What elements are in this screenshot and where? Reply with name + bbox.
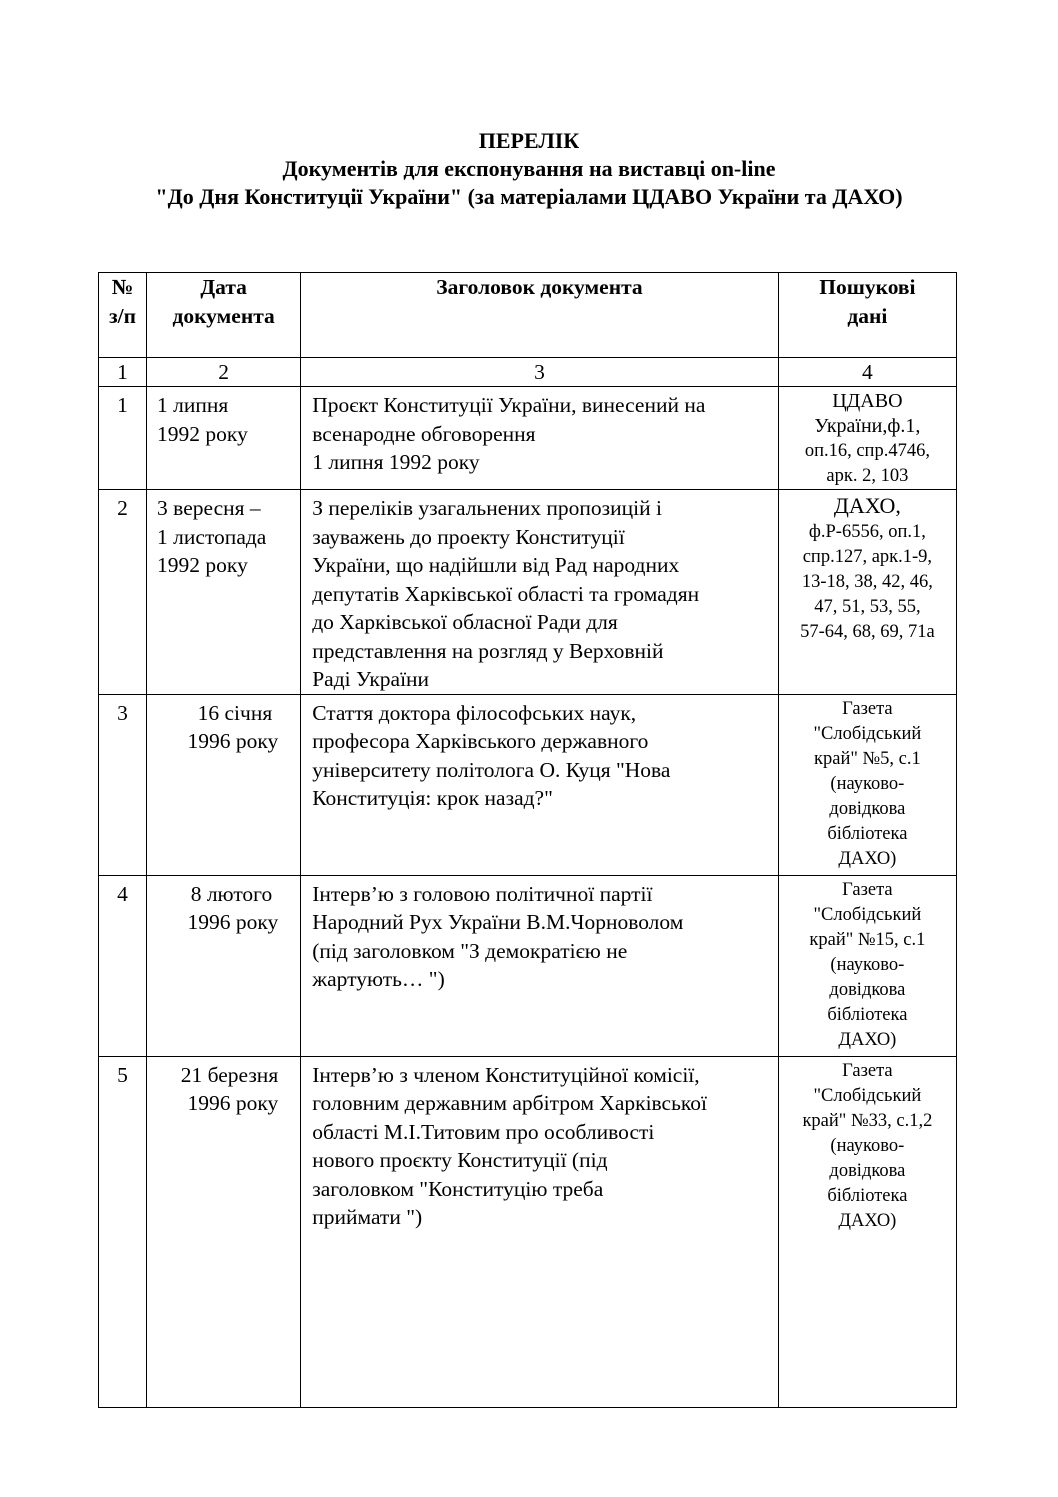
row-num: 1	[99, 387, 147, 490]
column-number-row	[99, 358, 957, 387]
header-num: № з/п	[99, 273, 147, 358]
row-num: 2	[99, 490, 147, 695]
header-title: Заголовок документа	[301, 273, 779, 358]
table-row	[99, 490, 957, 695]
row-date: 3 вересня – 1 листопада 1992 року	[147, 490, 301, 695]
column-number: 3	[301, 358, 779, 387]
table-row	[99, 1056, 957, 1407]
document-heading	[0, 127, 1058, 211]
documents-table	[98, 272, 957, 1408]
table-row	[99, 875, 957, 1056]
row-search-data: Газета "Слобідський край" №15, с.1 (науково- довідкова бібліотека ДАХО)	[778, 875, 956, 1056]
row-search-data: ДАХО, ф.Р-6556, оп.1, спр.127, арк.1-9, 13-18, 38, 42, 46, 47, 51, 53, 55, 57-64, 68, 69, 71а	[778, 490, 956, 695]
row-title: Інтерв’ю з головою політичної партії Народний Рух України В.М.Чорноволом (під заголовком "З демократією не жартують… ")	[301, 875, 779, 1056]
row-date: 16 січня 1996 року	[147, 694, 301, 875]
row-title: Інтерв’ю з членом Конституційної комісії, головним державним арбітром Харківської області М.І.Титовим про особливості нового проєкту Конституції (під заголовком "Конституцію треба приймати ")	[301, 1056, 779, 1407]
header-date: Дата документа	[147, 273, 301, 358]
row-date: 1 липня 1992 року	[147, 387, 301, 490]
row-search-data: Газета "Слобідський край" №33, с.1,2 (науково- довідкова бібліотека ДАХО)	[778, 1056, 956, 1407]
table-row	[99, 694, 957, 875]
table-header-row	[99, 273, 957, 358]
header-search: Пошукові дані	[778, 273, 956, 358]
column-number: 4	[778, 358, 956, 387]
heading-subtitle: Документів для експонування на виставці on-line	[282, 156, 776, 181]
row-title: Стаття доктора філософських наук, професора Харківського державного університету політолога О. Куця "Нова Конституція: крок назад?"	[301, 694, 779, 875]
row-title: З переліків узагальнених пропозицій і зауважень до проекту Конституції України, що надійшли від Рад народних депутатів Харківської області та громадян до Харківської обласної Ради для представлення на розгляд у Верховній Раді України	[301, 490, 779, 695]
column-number: 1	[99, 358, 147, 387]
row-search-data: ЦДАВО України,ф.1, оп.16, спр.4746, арк. 2, 103	[778, 387, 956, 490]
column-number: 2	[147, 358, 301, 387]
heading-title: ПЕРЕЛІК	[478, 128, 580, 153]
row-date: 8 лютого 1996 року	[147, 875, 301, 1056]
heading-exhibition-name: "До Дня Конституції України" (за матеріалами ЦДАВО України та ДАХО)	[155, 184, 903, 209]
row-num: 5	[99, 1056, 147, 1407]
row-num: 4	[99, 875, 147, 1056]
table-row	[99, 387, 957, 490]
row-search-data: Газета "Слобідський край" №5, с.1 (науково- довідкова бібліотека ДАХО)	[778, 694, 956, 875]
row-date: 21 березня 1996 року	[147, 1056, 301, 1407]
row-num: 3	[99, 694, 147, 875]
row-title: Проєкт Конституції України, винесений на всенародне обговорення 1 липня 1992 року	[301, 387, 779, 490]
